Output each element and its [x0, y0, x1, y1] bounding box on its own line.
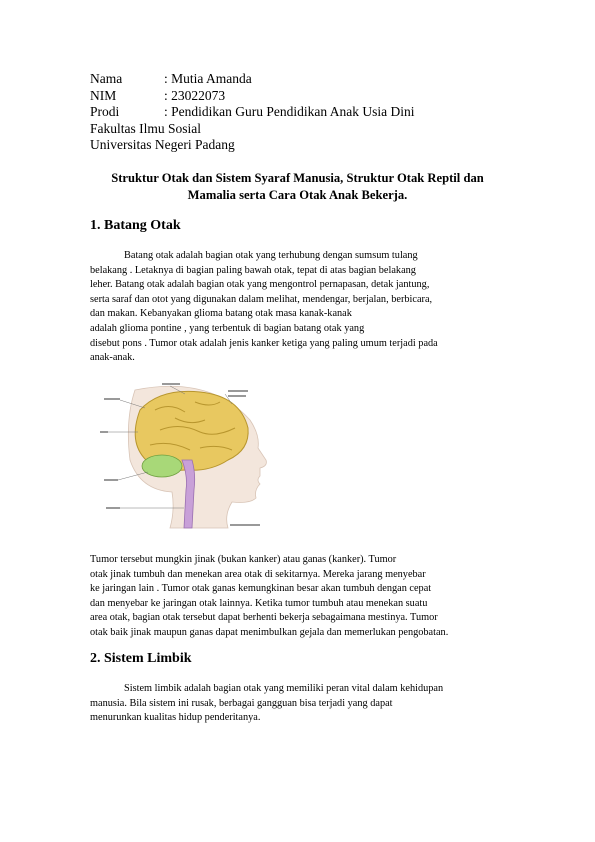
prodi-label: Prodi — [90, 104, 120, 119]
section-heading-sistem-limbik: 2. Sistem Limbik — [90, 651, 192, 666]
info-row-nama — [90, 71, 414, 88]
text-line: otak baik jinak maupun ganas dapat menimbulkan gejala dan memerlukan pengobatan. — [90, 626, 449, 638]
title-line-1: Struktur Otak dan Sistem Syaraf Manusia, Struktur Otak Reptil dan — [111, 171, 484, 185]
text-line: Sistem limbik adalah bagian otak yang memiliki peran vital dalam kehidupan — [124, 683, 444, 694]
text-line: Batang otak adalah bagian otak yang terhubung dengan sumsum tulang — [124, 250, 418, 261]
paragraph-tumor — [90, 553, 448, 641]
section-heading-batang-otak: 1. Batang Otak — [90, 218, 181, 233]
student-info — [90, 71, 414, 154]
text-line: manusia. Bila sistem ini rusak, berbagai gangguan bisa terjadi yang dapat — [90, 697, 393, 709]
text-line: otak jinak tumbuh dan menekan area otak di sekitarnya. Mereka jarang menyebar — [90, 568, 426, 580]
paragraph-sistem-limbik — [90, 682, 443, 726]
text-line: belakang . Letaknya di bagian paling bawah otak, tepat di atas bagian belakang — [90, 264, 416, 276]
cerebellum-shape — [142, 455, 182, 477]
nama-value: : Mutia Amanda — [164, 71, 252, 86]
text-line: serta saraf dan otot yang digunakan dalam melihat, mendengar, berjalan, berbicara, — [90, 293, 433, 305]
info-row-nim — [90, 88, 414, 105]
nim-value: : 23022073 — [164, 87, 226, 103]
prodi-value: : Pendidikan Guru Pendidikan Anak Usia Dini — [164, 104, 415, 119]
text-line: Tumor tersebut mungkin jinak (bukan kanker) atau ganas (kanker). Tumor — [90, 554, 397, 565]
universitas-line: Universitas Negeri Padang — [90, 137, 235, 152]
nim-label: NIM — [90, 87, 117, 103]
text-line: adalah glioma pontine , yang terbentuk di bagian batang otak yang — [90, 322, 365, 334]
nama-label: Nama — [90, 71, 123, 86]
text-line: disebut pons . Tumor otak adalah jenis kanker ketiga yang paling umum terjadi pada — [90, 337, 438, 349]
paragraph-batang-otak — [90, 249, 438, 366]
text-line: leher. Batang otak adalah bagian otak yang mengontrol pernapasan, detak jantung, — [90, 279, 430, 291]
text-line: menurunkan kualitas hidup penderitanya. — [90, 712, 261, 724]
text-line: dan menyebar ke jaringan otak lainnya. Ketika tumor tumbuh atau menekan suatu — [90, 597, 428, 609]
text-line: dan makan. Kebanyakan glioma batang otak masa kanak-kanak — [90, 308, 352, 320]
brain-anatomy-illustration — [100, 380, 290, 530]
info-row-prodi — [90, 104, 414, 121]
text-line: area otak, bagian otak tersebut dapat berhenti bekerja sebagaimana mestinya. Tumor — [90, 612, 438, 624]
title-line-2: Mamalia serta Cara Otak Anak Bekerja. — [187, 188, 408, 202]
fakultas-line: Fakultas Ilmu Sosial — [90, 120, 201, 136]
text-line: anak-anak. — [90, 352, 135, 364]
text-line: ke jaringan lain . Tumor otak ganas kemungkinan besar akan tumbuh dengan cepat — [90, 583, 432, 595]
document-title — [80, 170, 515, 204]
